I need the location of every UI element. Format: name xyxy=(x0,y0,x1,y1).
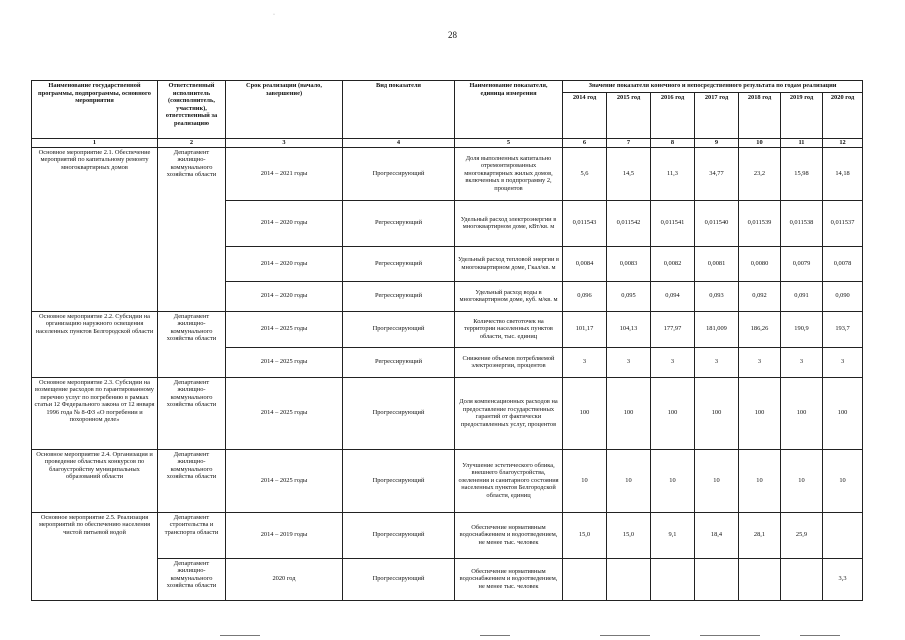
column-number: 4 xyxy=(343,139,455,148)
value-cell: 28,1 xyxy=(739,512,781,558)
measure-name: Основное мероприятие 2.4. Организация и проведение областных конкурсов по благоустройству муниципальных образований области xyxy=(32,449,158,512)
column-number: 9 xyxy=(695,139,739,148)
column-number: 11 xyxy=(781,139,823,148)
indicator-cell: Количество светоточек на территории населенных пунктов области, тыс. единиц xyxy=(455,311,563,347)
measure-responsible: Департамент строительства и транспорта области xyxy=(158,512,226,558)
indicators-table xyxy=(31,80,863,601)
value-cell: 177,97 xyxy=(651,311,695,347)
indicator-cell: Обеспечение нормативным водоснабжением и водоотведением, не менее тыс. человек xyxy=(455,512,563,558)
column-number: 10 xyxy=(739,139,781,148)
period-cell: 2014 – 2025 годы xyxy=(226,311,343,347)
value-cell: 18,4 xyxy=(695,512,739,558)
value-cell: 15,98 xyxy=(781,147,823,200)
header-years-group: Значение показателя конечного и непосредственного результата по годам реализации xyxy=(563,81,863,93)
table-header xyxy=(32,81,863,148)
measure-responsible: Департамент жилищно-коммунального хозяйства области xyxy=(158,377,226,449)
column-number: 5 xyxy=(455,139,563,148)
indicator-cell: Обеспечение нормативным водоснабжением и водоотведением, не менее тыс. человек xyxy=(455,558,563,600)
measure-name: Основное мероприятие 2.5. Реализация мероприятий по обеспечению населения чистой питьевой водой xyxy=(32,512,158,600)
value-cell: 100 xyxy=(651,377,695,449)
period-cell: 2014 – 2025 годы xyxy=(226,347,343,377)
value-cell: 10 xyxy=(781,449,823,512)
value-cell: 3 xyxy=(781,347,823,377)
value-cell: 11,3 xyxy=(651,147,695,200)
type-cell: Прогрессирующий xyxy=(343,449,455,512)
value-cell: 101,17 xyxy=(563,311,607,347)
value-cell: 0,0082 xyxy=(651,246,695,281)
value-cell: 0,092 xyxy=(739,281,781,311)
column-number: 6 xyxy=(563,139,607,148)
value-cell: 15,0 xyxy=(607,512,651,558)
period-cell: 2014 – 2021 годы xyxy=(226,147,343,200)
type-cell: Регрессирующий xyxy=(343,246,455,281)
table-row xyxy=(32,311,863,347)
type-cell: Регрессирующий xyxy=(343,347,455,377)
type-cell: Прогрессирующий xyxy=(343,311,455,347)
value-cell: 0,0081 xyxy=(695,246,739,281)
header-year: 2019 год xyxy=(781,93,823,139)
value-cell xyxy=(695,558,739,600)
header-period: Срок реализации (начало, завершение) xyxy=(226,81,343,139)
value-cell: 25,9 xyxy=(781,512,823,558)
value-cell xyxy=(563,558,607,600)
value-cell: 181,009 xyxy=(695,311,739,347)
column-number: 12 xyxy=(823,139,863,148)
header-year: 2017 год xyxy=(695,93,739,139)
header-year: 2018 год xyxy=(739,93,781,139)
value-cell: 15,0 xyxy=(563,512,607,558)
measure-name: Основное мероприятие 2.1. Обеспечение мероприятий по капитальному ремонту многоквартирных домов xyxy=(32,147,158,311)
value-cell: 9,1 xyxy=(651,512,695,558)
value-cell: 0,094 xyxy=(651,281,695,311)
value-cell: 0,011537 xyxy=(823,200,863,246)
type-cell: Регрессирующий xyxy=(343,200,455,246)
value-cell: 14,5 xyxy=(607,147,651,200)
type-cell: Прогрессирующий xyxy=(343,377,455,449)
value-cell: 23,2 xyxy=(739,147,781,200)
value-cell: 3 xyxy=(739,347,781,377)
value-cell xyxy=(651,558,695,600)
value-cell: 0,011539 xyxy=(739,200,781,246)
column-number: 7 xyxy=(607,139,651,148)
page-mark: · xyxy=(273,12,275,18)
value-cell: 0,011543 xyxy=(563,200,607,246)
header-year: 2015 год xyxy=(607,93,651,139)
indicator-cell: Удельный расход воды в многоквартирном доме, куб. м/кв. м xyxy=(455,281,563,311)
value-cell: 100 xyxy=(563,377,607,449)
measure-responsible: Департамент жилищно-коммунального хозяйства области xyxy=(158,147,226,311)
header-year: 2016 год xyxy=(651,93,695,139)
period-cell: 2014 – 2020 годы xyxy=(226,246,343,281)
value-cell xyxy=(823,512,863,558)
page-number: 28 xyxy=(448,30,457,40)
column-number: 2 xyxy=(158,139,226,148)
value-cell xyxy=(781,558,823,600)
value-cell: 190,9 xyxy=(781,311,823,347)
header-year: 2014 год xyxy=(563,93,607,139)
value-cell: 100 xyxy=(781,377,823,449)
table-row xyxy=(32,512,863,558)
header-year: 2020 год xyxy=(823,93,863,139)
column-number: 8 xyxy=(651,139,695,148)
indicator-cell: Удельный расход электроэнергии в многоквартирном доме, кВт/кв. м xyxy=(455,200,563,246)
value-cell: 100 xyxy=(695,377,739,449)
column-number: 1 xyxy=(32,139,158,148)
value-cell: 0,095 xyxy=(607,281,651,311)
value-cell: 100 xyxy=(607,377,651,449)
header-responsible: Ответственный исполнитель (соисполнитель, участник), ответственный за реализацию xyxy=(158,81,226,139)
measure-responsible: Департамент жилищно-коммунального хозяйства области xyxy=(158,311,226,377)
value-cell: 0,011538 xyxy=(781,200,823,246)
type-cell: Прогрессирующий xyxy=(343,147,455,200)
type-cell: Регрессирующий xyxy=(343,281,455,311)
value-cell: 0,0084 xyxy=(563,246,607,281)
column-number: 3 xyxy=(226,139,343,148)
value-cell: 0,011541 xyxy=(651,200,695,246)
value-cell: 10 xyxy=(651,449,695,512)
indicator-cell: Доля выполненных капитально отремонтированных многоквартирных жилых домов, включенных в подпрограмму 2, процентов xyxy=(455,147,563,200)
value-cell: 0,0083 xyxy=(607,246,651,281)
header-indicator: Наименование показателя, единица измерения xyxy=(455,81,563,139)
indicator-cell: Удельный расход тепловой энергии в многоквартирном доме, Гкал/кв. м xyxy=(455,246,563,281)
table-row xyxy=(32,377,863,449)
value-cell: 186,26 xyxy=(739,311,781,347)
measure-responsible: Департамент жилищно-коммунального хозяйства области xyxy=(158,449,226,512)
value-cell: 100 xyxy=(823,377,863,449)
value-cell: 10 xyxy=(823,449,863,512)
period-cell: 2014 – 2020 годы xyxy=(226,200,343,246)
header-type: Вид показателя xyxy=(343,81,455,139)
value-cell: 14,18 xyxy=(823,147,863,200)
value-cell: 10 xyxy=(695,449,739,512)
value-cell: 0,0080 xyxy=(739,246,781,281)
value-cell: 10 xyxy=(563,449,607,512)
type-cell: Прогрессирующий xyxy=(343,558,455,600)
value-cell: 0,096 xyxy=(563,281,607,311)
value-cell: 0,0079 xyxy=(781,246,823,281)
period-cell: 2014 – 2020 годы xyxy=(226,281,343,311)
value-cell xyxy=(607,558,651,600)
value-cell: 3 xyxy=(607,347,651,377)
indicator-cell: Снижение объемов потребляемой электроэнергии, процентов xyxy=(455,347,563,377)
value-cell: 3 xyxy=(651,347,695,377)
period-cell: 2014 – 2025 годы xyxy=(226,449,343,512)
value-cell: 0,091 xyxy=(781,281,823,311)
value-cell: 0,011542 xyxy=(607,200,651,246)
value-cell: 0,0078 xyxy=(823,246,863,281)
value-cell: 5,6 xyxy=(563,147,607,200)
value-cell: 0,090 xyxy=(823,281,863,311)
period-cell: 2014 – 2019 годы xyxy=(226,512,343,558)
measure-name: Основное мероприятие 2.3. Субсидии на возмещение расходов по гарантированному перечню услуг по погребению в рамках статьи 12 Федерального закона от 12 января 1996 года № 8-ФЗ «О погребении и похоронном деле» xyxy=(32,377,158,449)
value-cell: 193,7 xyxy=(823,311,863,347)
value-cell: 0,093 xyxy=(695,281,739,311)
value-cell xyxy=(739,558,781,600)
header-name: Наименование государственной программы, подпрограммы, основного мероприятия xyxy=(32,81,158,139)
page-edge-marks xyxy=(0,633,905,639)
value-cell: 10 xyxy=(607,449,651,512)
period-cell: 2014 – 2025 годы xyxy=(226,377,343,449)
value-cell: 34,77 xyxy=(695,147,739,200)
measure-name: Основное мероприятие 2.2. Субсидии на организацию наружного освещения населенных пунктов Белгородской области xyxy=(32,311,158,377)
table-row xyxy=(32,147,863,200)
value-cell: 3 xyxy=(695,347,739,377)
table-row xyxy=(32,449,863,512)
value-cell: 3 xyxy=(563,347,607,377)
value-cell: 0,011540 xyxy=(695,200,739,246)
value-cell: 100 xyxy=(739,377,781,449)
measure-responsible: Департамент жилищно-коммунального хозяйства области xyxy=(158,558,226,600)
value-cell: 104,13 xyxy=(607,311,651,347)
value-cell: 10 xyxy=(739,449,781,512)
value-cell: 3 xyxy=(823,347,863,377)
period-cell: 2020 год xyxy=(226,558,343,600)
type-cell: Прогрессирующий xyxy=(343,512,455,558)
value-cell: 3,3 xyxy=(823,558,863,600)
indicator-cell: Улучшение эстетического облика, внешнего благоустройства, озеленения и санитарного состояния населенных пунктов Белгородской области, единиц xyxy=(455,449,563,512)
indicator-cell: Доля компенсационных расходов на предоставление государственных гарантий от фактически предоставленных услуг, процентов xyxy=(455,377,563,449)
